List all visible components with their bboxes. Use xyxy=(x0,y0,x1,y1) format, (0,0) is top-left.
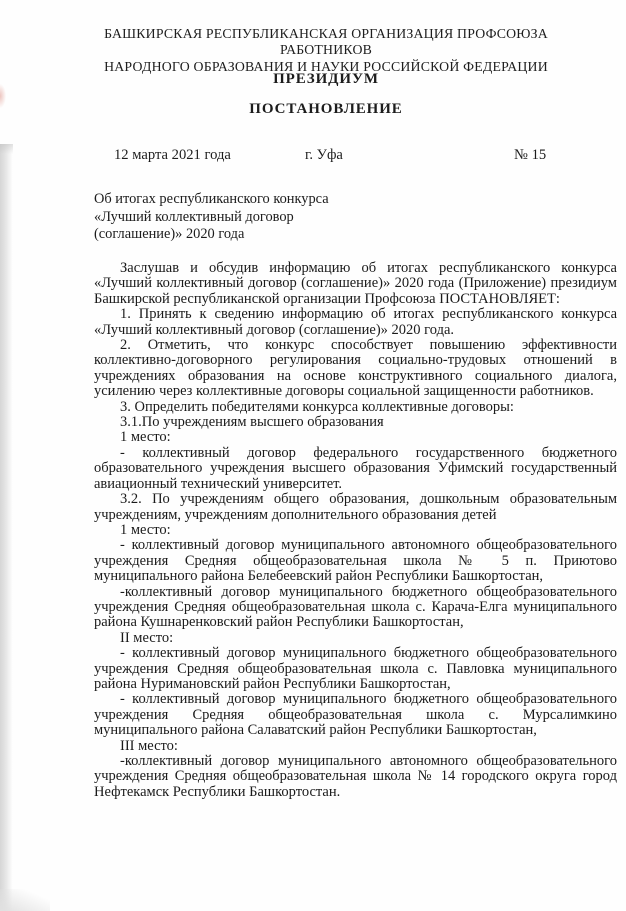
paragraph: -коллективный договор муниципального автономного общеобразовательного учреждения Средняя общеобразовательная школа № 14 городского округа город Нефтекамск Республики Башкортостан. xyxy=(94,753,617,800)
document-place: г. Уфа xyxy=(305,147,343,163)
document-date: 12 марта 2021 года xyxy=(114,147,231,163)
scan-edge-bottom-left xyxy=(0,889,50,911)
document-number: № 15 xyxy=(514,147,547,163)
paragraph: -коллективный договор муниципального бюджетного общеобразовательного учреждения Средняя общеобразовательная школа с. Карача-Елга муниципального района Кушнаренковский район Республики Башкортостан, xyxy=(94,583,617,631)
paragraph: - коллективный договор муниципального бюджетного общеобразовательного учреждения Средняя общеобразовательная школа с. Мурсалимкино муниципального района Салаватский район Республики Башкортостан, xyxy=(94,691,617,739)
paragraph: - коллективный договор муниципального автономного общеобразовательного учреждения Средняя общеобразовательная школа № 5 п. Приютово муниципального района Белебеевский район Республики Башкортостан, xyxy=(94,537,617,585)
organization-name-line1: БАШКИРСКАЯ РЕСПУБЛИКАНСКАЯ ОРГАНИЗАЦИЯ ПРОФСОЮЗА РАБОТНИКОВ xyxy=(104,26,548,58)
document-type-heading: ПОСТАНОВЛЕНИЕ xyxy=(249,101,403,117)
paragraph: - коллективный договор федерального государственного бюджетного образовательного учреждения высшего образования Уфимский государственный авиационный технический университет. xyxy=(94,444,617,492)
date-line xyxy=(0,147,626,167)
presidium-heading: ПРЕЗИДИУМ xyxy=(273,71,379,87)
paragraph: 3. Определить победителями конкурса коллективные договоры: xyxy=(120,398,514,415)
organization-header xyxy=(76,26,576,75)
scan-edge-left xyxy=(0,144,13,911)
subject-line: «Лучший коллективный договор xyxy=(94,208,294,225)
paragraph: 1 место: xyxy=(120,521,171,538)
paragraph: 3.2. По учреждениям общего образования, дошкольным образовательным учреждениям, учреждениям дополнительного образования детей xyxy=(94,491,617,523)
scan-artifact-pink xyxy=(0,84,6,108)
document-body xyxy=(94,261,617,800)
paragraph: 3.1.По учреждениям высшего образования xyxy=(120,414,384,431)
paragraph: Заслушав и обсудив информацию об итогах республиканского конкурса «Лучший коллективный договор (соглашение)» 2020 года (Приложение) президиум Башкирской республиканской организации Профсоюза ПОСТАНОВЛЯЕТ: xyxy=(94,260,617,307)
paragraph: 2. Отметить, что конкурс способствует повышению эффективности коллективно-договорного регулирования социально-трудовых отношений в учреждениях образования на основе конструктивного социального диалога, усилению через коллективные договоры социальной защищенности работников. xyxy=(94,337,617,400)
subject-line: Об итогах республиканского конкурса xyxy=(94,191,329,207)
paragraph: II место: xyxy=(120,629,174,646)
paragraph: 1. Принять к сведению информацию об итогах республиканского конкурса «Лучший коллективный договор (соглашение)» 2020 года. xyxy=(94,306,617,338)
organization-name-line2: НАРОДНОГО ОБРАЗОВАНИЯ И НАУКИ РОССИЙСКОЙ ФЕДЕРАЦИИ xyxy=(104,58,548,74)
subject-line: (соглашение)» 2020 года xyxy=(94,226,245,243)
paragraph: III место: xyxy=(120,737,178,754)
subject-block xyxy=(94,191,434,244)
paragraph: - коллективный договор муниципального бюджетного общеобразовательного учреждения Средняя общеобразовательная школа с. Павловка муниципального района Нуримановский район Республики Башкортостан, xyxy=(94,645,617,692)
paragraph: 1 место: xyxy=(120,429,171,446)
